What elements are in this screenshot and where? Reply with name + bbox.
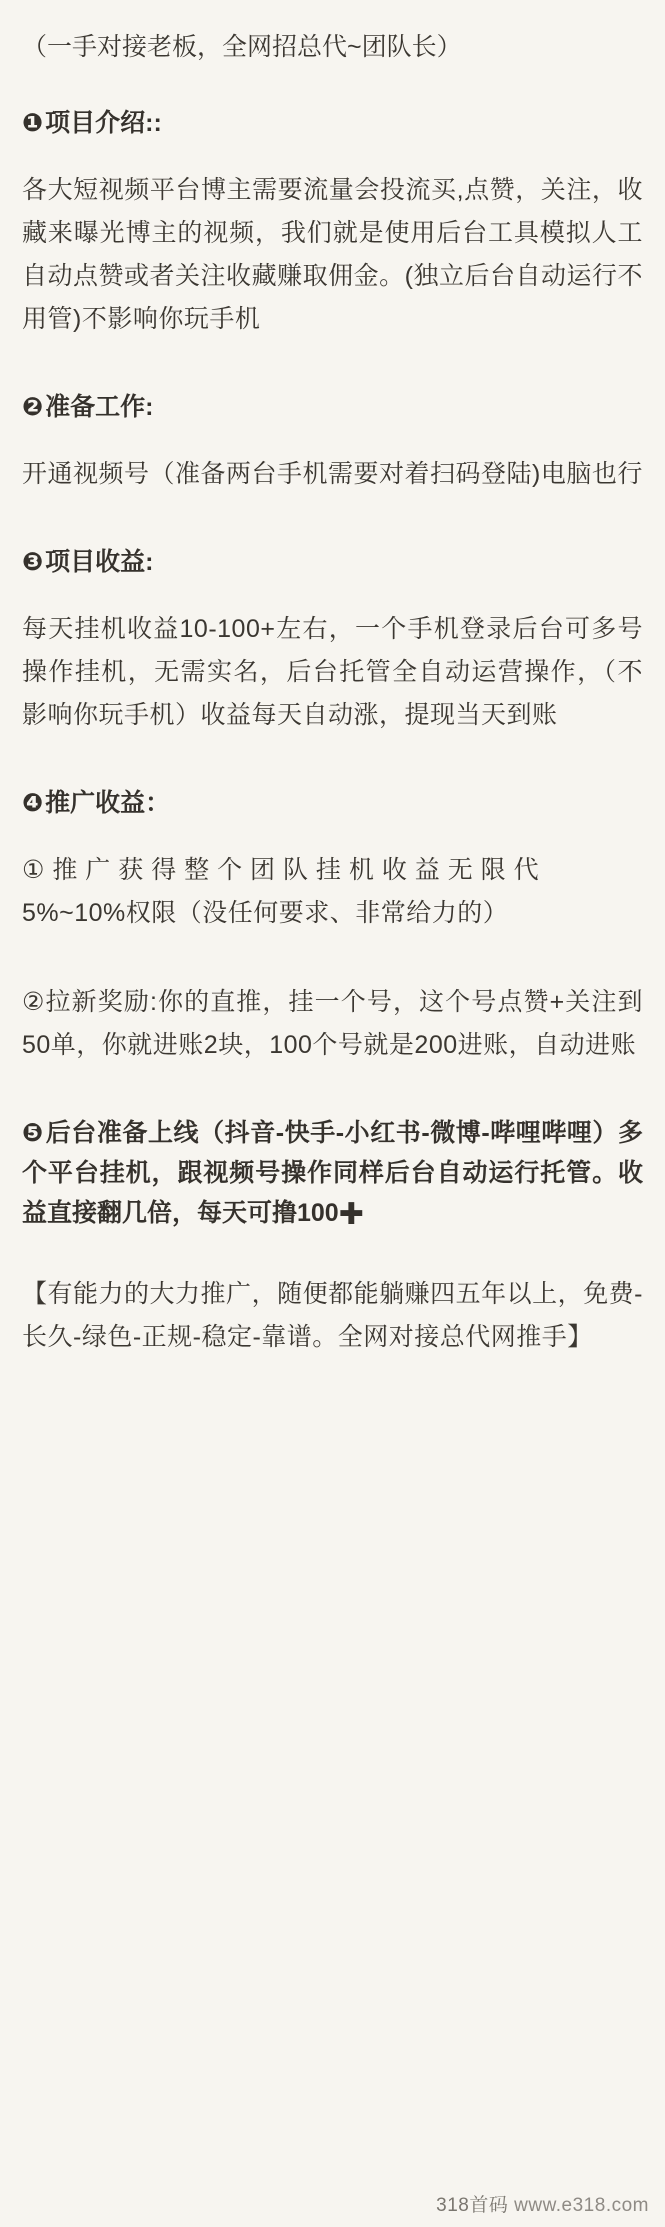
section-number-3: ❸: [22, 548, 44, 576]
section-title-1: [22, 103, 643, 143]
page-headline: （一手对接老板，全网招总代~团队长）: [22, 33, 462, 61]
section-body-4a-line1: ① 推 广 获 得 整 个 团 队 挂 机 收 益 无 限 代: [22, 856, 540, 884]
section-body-3: 每天挂机收益10-100+左右，一个手机登录后台可多号操作挂机，无需实名，后台托管全自动运营操作，（不影响你玩手机）收益每天自动涨，提现当天到账: [22, 615, 643, 729]
section-title-4: [22, 783, 643, 823]
closing-paragraph: 【有能力的大力推广，随便都能躺赚四五年以上，免费-长久-绿色-正规-稳定-靠谱。全网对接总代网推手】: [22, 1280, 643, 1351]
watermark-url: www.e318.com: [514, 2195, 649, 2216]
section-label-1: 项目介绍::: [45, 109, 162, 137]
section-label-5: 后台准备上线（抖音-快手-小红书-微博-哔哩哔哩）多个平台挂机，跟视频号操作同样后台自动运行托管。收益直接翻几倍，每天可撸100: [22, 1119, 643, 1227]
section-number-5: ❺: [22, 1119, 44, 1147]
section-body-4b: ②拉新奖励:你的直推，挂一个号，这个号点赞+关注到50单，你就进账2块，100个号就是200进账，自动进账: [22, 988, 643, 1059]
section-title-2: [22, 387, 643, 427]
watermark-prefix: 318首码: [436, 2195, 509, 2216]
section-body-2: 开通视频号（准备两台手机需要对着扫码登陆)电脑也行: [22, 460, 643, 488]
section-body-4a-line2: 5%~10%权限（没任何要求、非常给力的）: [22, 899, 509, 927]
plus-icon: ✚: [338, 1198, 364, 1231]
section-body-1: 各大短视频平台博主需要流量会投流买,点赞，关注，收藏来曝光博主的视频，我们就是使用后台工具模拟人工自动点赞或者关注收藏赚取佣金。(独立后台自动运行不用管)不影响你玩手机: [22, 176, 643, 333]
section-label-4: 推广收益：: [45, 789, 171, 817]
section-number-2: ❷: [22, 393, 44, 421]
section-number-4: ❹: [22, 789, 44, 817]
section-number-1: ❶: [22, 109, 44, 137]
section-label-3: 项目收益:: [45, 548, 154, 576]
section-label-2: 准备工作:: [45, 393, 154, 421]
section-title-5: [22, 1113, 643, 1233]
section-title-3: [22, 542, 643, 582]
watermark: [436, 2190, 649, 2217]
